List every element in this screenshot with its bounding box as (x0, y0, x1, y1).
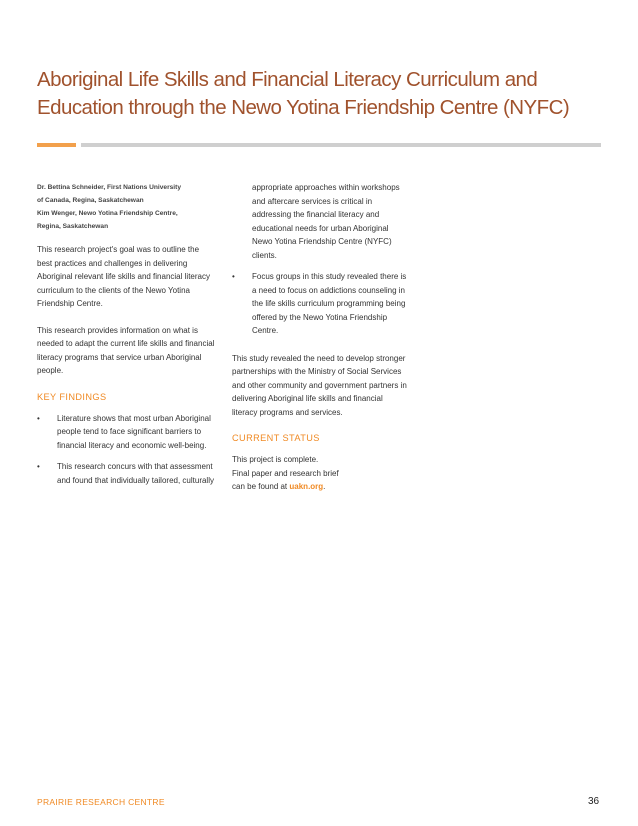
authors-block (37, 181, 215, 233)
list-item-continuation: appropriate approaches within workshops and aftercare services is critical in addressing the financial literacy and educational needs for urban Aboriginal Newo Yotina Friendship Centre (NYFC) clients. (252, 183, 400, 260)
list-item (37, 412, 215, 453)
left-column (37, 181, 215, 495)
list-item (232, 270, 410, 338)
author-line: Regina, Saskatchewan (37, 223, 109, 230)
bullet-icon: • (37, 413, 40, 423)
list-item-text: This research concurs with that assessment and found that individually tailored, culturally (57, 462, 214, 485)
key-findings-list-continued (232, 270, 410, 338)
current-status-heading: CURRENT STATUS (232, 433, 320, 443)
author-line: of Canada, Regina, Saskatchewan (37, 197, 144, 204)
list-item-text: Literature shows that most urban Aboriginal people tend to face significant barriers to financial literacy and economic well-being. (57, 413, 211, 450)
status-line: This project is complete. (232, 455, 319, 464)
footer-label: PRAIRIE RESEARCH CENTRE (37, 797, 165, 807)
status-line: Final paper and research brief (232, 468, 339, 478)
key-findings-list (37, 412, 215, 488)
intro-paragraph: This research project's goal was to outline the best practices and challenges in delivering Aboriginal relevant life skills and financial literacy curriculum to the clients of the Newo Yotina Friendship Centre. (37, 245, 210, 308)
title-rule (81, 143, 601, 147)
page-number: 36 (588, 796, 600, 807)
key-findings-heading: KEY FINDINGS (37, 391, 107, 402)
conclusion-paragraph: This study revealed the need to develop stronger partnerships with the Ministry of Social Services and other community and government partners in delivering Aboriginal life skills and financial literacy programs and services. (232, 353, 407, 417)
page-title: Aboriginal Life Skills and Financial Literacy Curriculum and Education through the Newo Yotina Friendship Centre (NYFC) (37, 68, 570, 119)
right-column (232, 181, 410, 494)
list-item (37, 460, 215, 487)
author-line: Dr. Bettina Schneider, First Nations University (37, 184, 182, 191)
bullet-icon: • (37, 462, 40, 471)
author-line: Kim Wenger, Newo Yotina Friendship Centre, (37, 210, 178, 217)
status-text: . (323, 482, 326, 491)
title-rule-accent (37, 143, 76, 147)
uakn-link[interactable]: uakn.org (289, 482, 324, 491)
bullet-icon: • (232, 272, 235, 281)
intro-paragraph: This research provides information on what is needed to adapt the current life skills and financial literacy programs that service urban Aboriginal people. (37, 325, 215, 375)
status-text: can be found at (232, 482, 290, 491)
list-item-text: Focus groups in this study revealed there is a need to focus on addictions counseling in the life skills curriculum programming being offered by the Newo Yotina Friendship Centre. (252, 272, 407, 335)
status-line (232, 480, 410, 494)
